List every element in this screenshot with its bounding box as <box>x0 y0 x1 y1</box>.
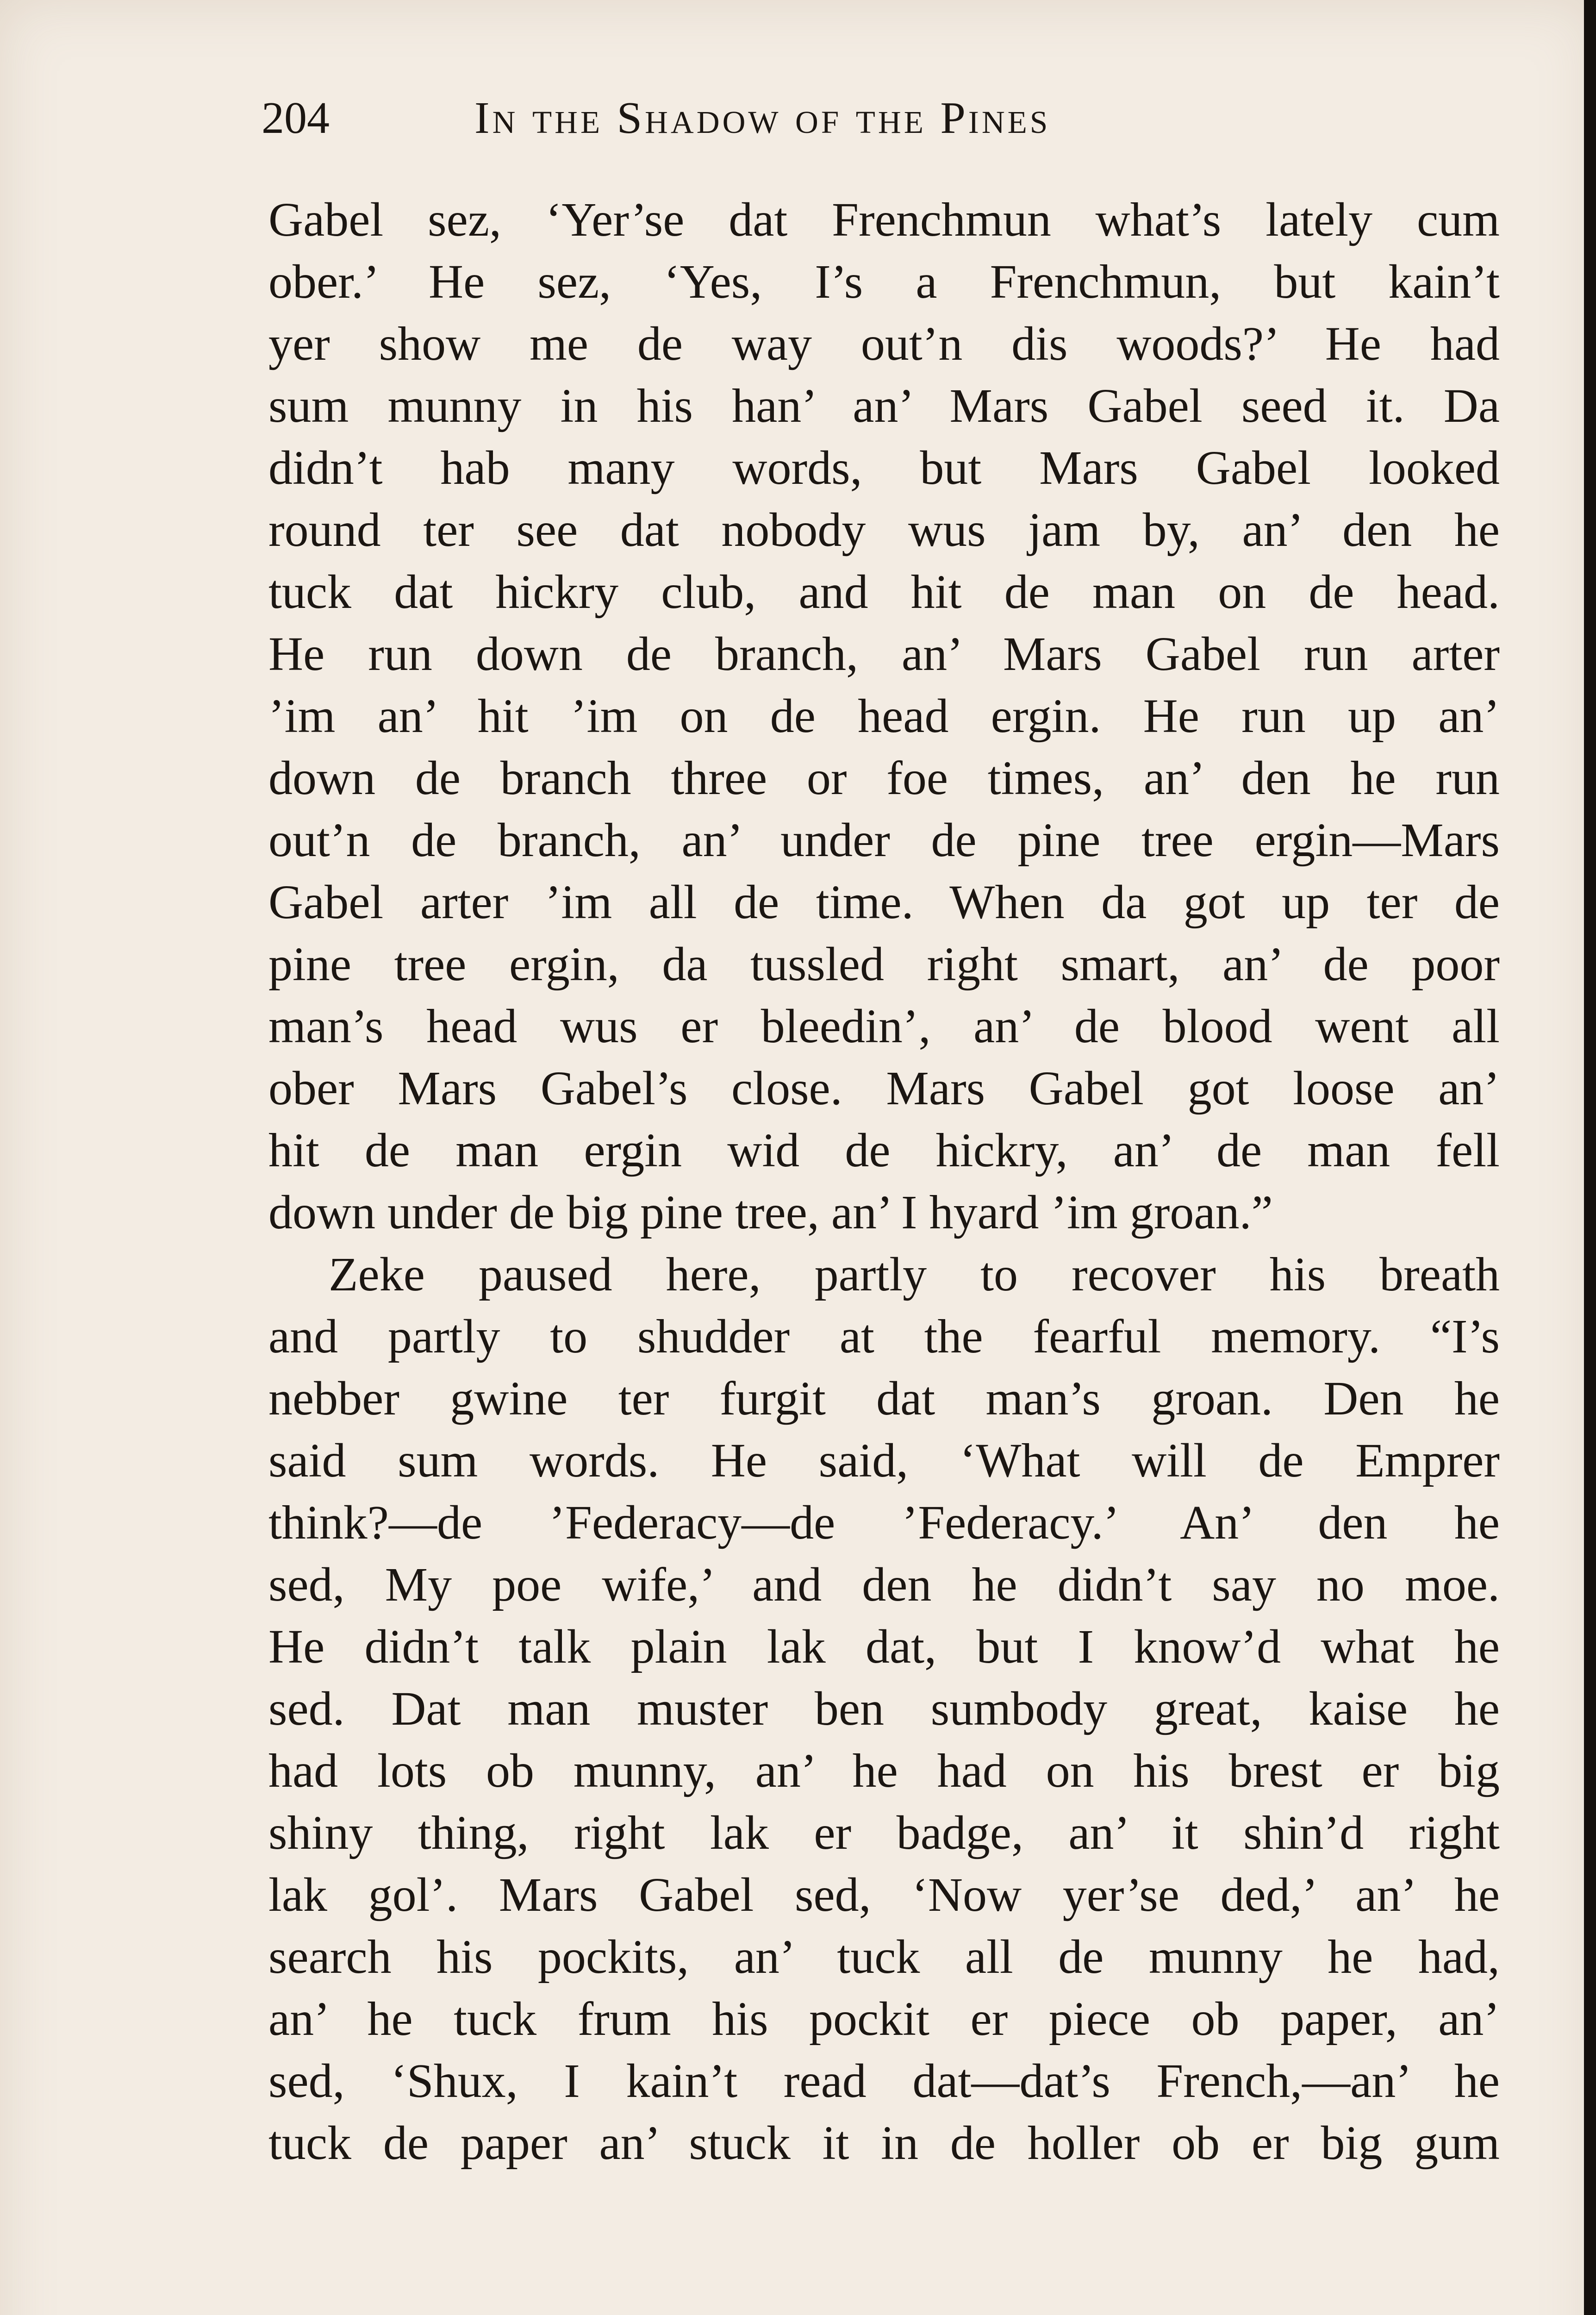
body-text <box>268 189 1500 2174</box>
text-line: sum munny in his han’ an’ Mars Gabel seed it. Da <box>268 379 1500 432</box>
text-line: ober Mars Gabel’s close. Mars Gabel got loose an’ <box>268 1062 1500 1115</box>
text-line: sed, My poe wife,’ and den he didn’t say no moe. <box>268 1558 1500 1611</box>
text-line: sed. Dat man muster ben sumbody great, kaise he <box>268 1682 1500 1735</box>
text-line: Zeke paused here, partly to recover his breath <box>329 1248 1500 1301</box>
text-line: tuck dat hickry club, and hit de man on de head. <box>268 565 1500 619</box>
paragraph <box>268 1244 1500 2174</box>
text-line: ’im an’ hit ’im on de head ergin. He run up an’ <box>268 689 1500 743</box>
text-line: round ter see dat nobody wus jam by, an’ den he <box>268 503 1500 557</box>
text-line: out’n de branch, an’ under de pine tree ergin—Mars <box>268 813 1500 867</box>
text-line: sed, ‘Shux, I kain’t read dat—dat’s French,—an’ he <box>268 2054 1500 2108</box>
text-line: down de branch three or foe times, an’ den he run <box>268 751 1500 805</box>
text-line: down under de big pine tree, an’ I hyard ’im groan.” <box>268 1186 1273 1239</box>
text-line: had lots ob munny, an’ he had on his brest er big <box>268 1744 1500 1797</box>
text-line: man’s head wus er bleedin’, an’ de blood went all <box>268 1000 1500 1053</box>
scan-edge-right <box>1584 0 1596 2315</box>
text-line: think?—de ’Federacy—de ’Federacy.’ An’ den he <box>268 1496 1500 1549</box>
text-line: said sum words. He said, ‘What will de Emprer <box>268 1434 1500 1487</box>
running-title: In the Shadow of the Pines <box>474 93 1051 143</box>
page-number: 204 <box>262 93 330 143</box>
text-line: hit de man ergin wid de hickry, an’ de man fell <box>268 1124 1500 1177</box>
text-line: pine tree ergin, da tussled right smart, an’ de poor <box>268 938 1500 991</box>
text-line: ober.’ He sez, ‘Yes, I’s a Frenchmun, but kain’t <box>268 255 1500 308</box>
paragraph <box>268 189 1500 1244</box>
text-line: didn’t hab many words, but Mars Gabel looked <box>268 441 1500 494</box>
page-header <box>262 88 1502 148</box>
text-line: yer show me de way out’n dis woods?’ He had <box>268 317 1500 370</box>
text-line: and partly to shudder at the fearful memory. “I’s <box>268 1310 1500 1363</box>
text-line: lak gol’. Mars Gabel sed, ‘Now yer’se ded,’ an’ he <box>268 1868 1500 1921</box>
text-line: an’ he tuck frum his pockit er piece ob paper, an’ <box>268 1992 1500 2046</box>
text-line: tuck de paper an’ stuck it in de holler ob er big gum <box>268 2116 1500 2170</box>
text-line: Gabel arter ’im all de time. When da got up ter de <box>268 876 1500 929</box>
text-line: Gabel sez, ‘Yer’se dat Frenchmun what’s lately cum <box>268 193 1500 246</box>
text-line: He didn’t talk plain lak dat, but I know’d what he <box>268 1620 1500 1673</box>
text-line: He run down de branch, an’ Mars Gabel run arter <box>268 627 1500 681</box>
text-line: nebber gwine ter furgit dat man’s groan. Den he <box>268 1372 1500 1425</box>
text-line: shiny thing, right lak er badge, an’ it shin’d right <box>268 1806 1500 1859</box>
text-line: search his pockits, an’ tuck all de munny he had, <box>268 1930 1500 1983</box>
